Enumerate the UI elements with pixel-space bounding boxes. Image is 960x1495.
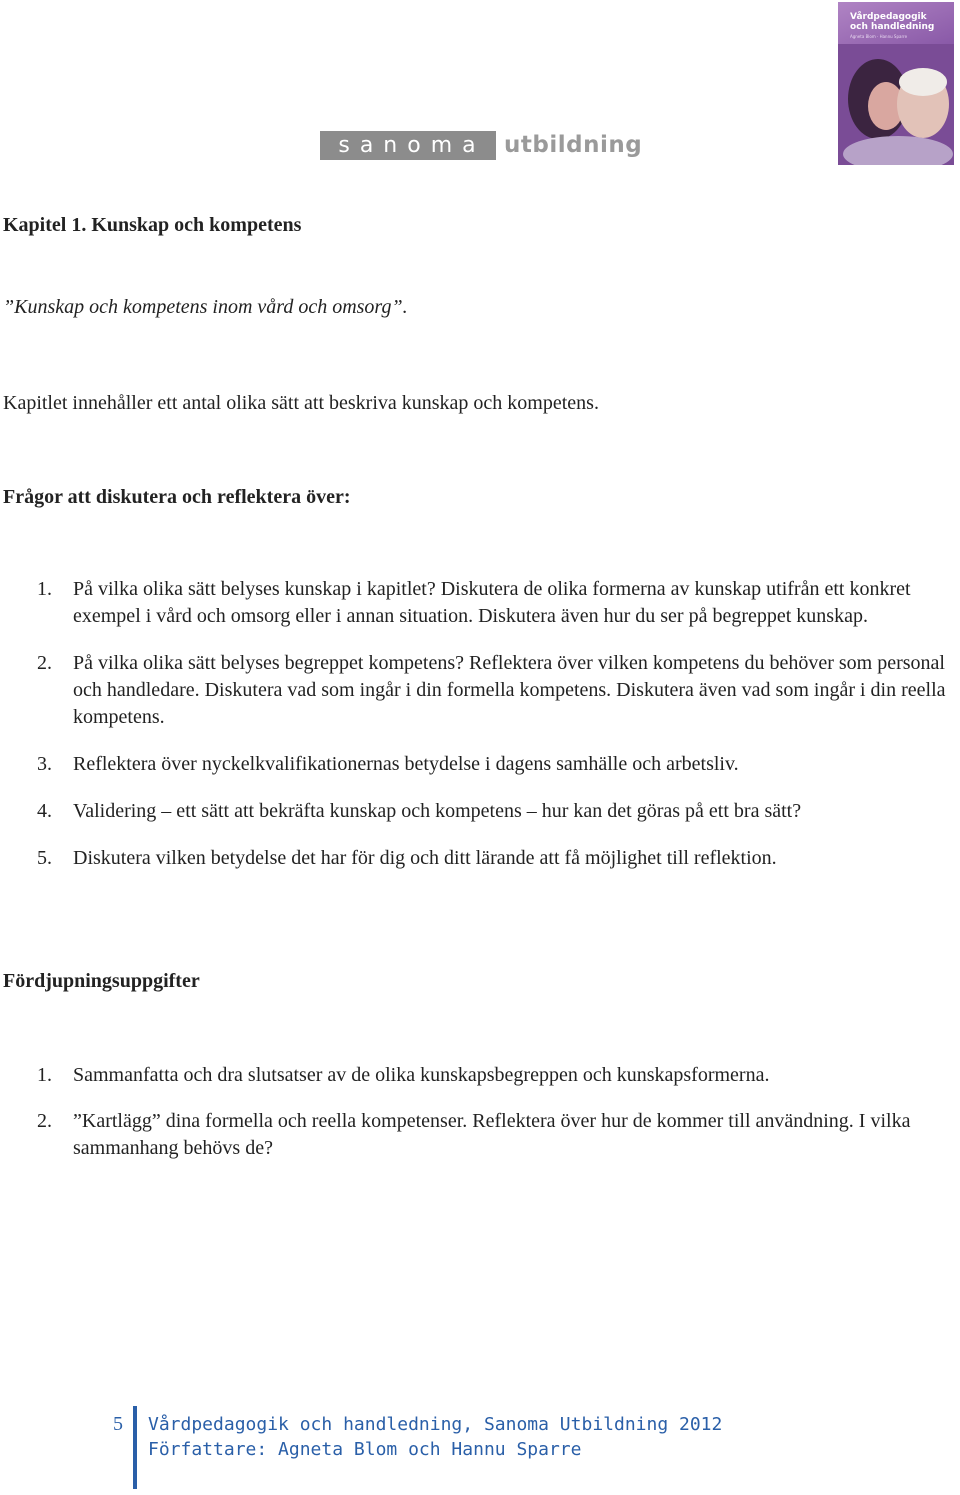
logo-sanoma: sanoma: [320, 131, 496, 160]
cover-title-line1: Vårdpedagogik: [850, 12, 927, 22]
questions-heading: Frågor att diskutera och reflektera över:: [3, 486, 351, 508]
chapter-quote: ”Kunskap och kompetens inom vård och omsorg”.: [3, 296, 408, 318]
item-number: 2.: [37, 652, 52, 674]
footer-line2: Författare: Agneta Blom och Hannu Sparre: [148, 1439, 582, 1460]
cover-title-line2: och handledning: [850, 22, 935, 32]
item-text: Reflektera över nyckelkvalifikationernas betydelse i dagens samhälle och arbetsliv.: [73, 753, 739, 775]
item-text: Diskutera vilken betydelse det har för dig och ditt lärande att få möjlighet till reflektion.: [73, 847, 777, 869]
list-item: [37, 650, 952, 731]
list-item: [37, 845, 952, 872]
footer-line1: Vårdpedagogik och handledning, Sanoma Utbildning 2012: [148, 1414, 723, 1435]
item-number: 1.: [37, 1064, 52, 1086]
item-number: 5.: [37, 847, 52, 869]
footer-text: [148, 1412, 722, 1462]
book-cover-image: [838, 2, 954, 165]
item-number: 3.: [37, 753, 52, 775]
item-number: 2.: [37, 1110, 52, 1132]
item-text: På vilka olika sätt belyses kunskap i kapitlet? Diskutera de olika formerna av kunskap utifrån ett konkret exempel i vård och omsorg eller i annan situation. Diskutera även hur du ser på begreppet kunskap.: [73, 578, 911, 627]
cover-authors: Agneta Blom · Hannu Sparre: [850, 34, 908, 39]
deep-tasks-list: [37, 1062, 952, 1162]
list-item: [37, 1062, 952, 1089]
list-item: [37, 576, 952, 630]
cover-title: [850, 12, 934, 32]
item-number: 1.: [37, 578, 52, 600]
footer-divider: [133, 1406, 137, 1489]
item-number: 4.: [37, 800, 52, 822]
questions-list: [37, 576, 952, 872]
publisher-logo: [320, 130, 642, 160]
logo-utbildning: utbildning: [504, 132, 643, 158]
item-text: Validering – ett sätt att bekräfta kunskap och kompetens – hur kan det göras på ett bra sätt?: [73, 800, 802, 822]
item-text: På vilka olika sätt belyses begreppet kompetens? Reflektera över vilken kompetens du behöver som personal och handledare. Diskutera vad som ingår i din formella kompetens. Diskutera även vad som ingår i din reella kompetens.: [73, 652, 946, 728]
list-item: [37, 1108, 952, 1162]
chapter-title: Kapitel 1. Kunskap och kompetens: [3, 214, 302, 236]
list-item: [37, 751, 952, 778]
item-text: ”Kartlägg” dina formella och reella kompetenser. Reflektera över hur de kommer till användning. I vilka sammanhang behövs de?: [73, 1110, 911, 1159]
page-number: 5: [113, 1413, 123, 1435]
item-text: Sammanfatta och dra slutsatser av de olika kunskapsbegreppen och kunskapsformerna.: [73, 1064, 770, 1086]
intro-text: Kapitlet innehåller ett antal olika sätt att beskriva kunskap och kompetens.: [3, 392, 599, 414]
cover-photo: [838, 44, 954, 165]
list-item: [37, 798, 952, 825]
deep-tasks-heading: Fördjupningsuppgifter: [3, 970, 200, 992]
